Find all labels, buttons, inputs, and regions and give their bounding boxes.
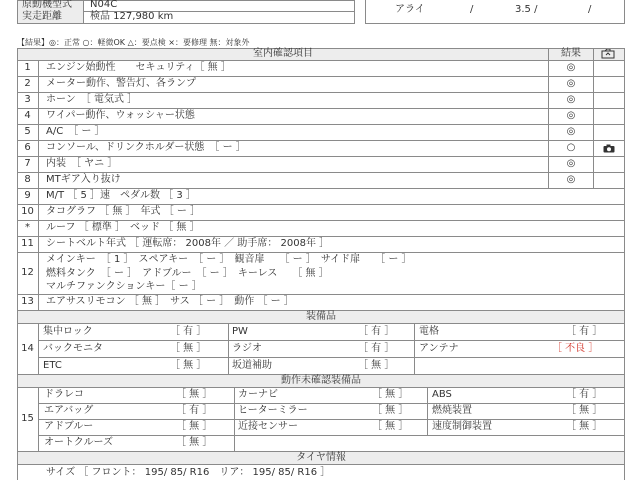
equip-value-antenna: ［ 不良 ］ bbox=[552, 343, 599, 354]
row-text-2: メーター動作、警告灯、各ランプ bbox=[46, 78, 196, 89]
arai-value-1: / bbox=[470, 4, 474, 15]
row-num-7: 7 bbox=[24, 158, 31, 169]
unconf-value-dashcam: ［ 無 ］ bbox=[176, 389, 213, 400]
unconf-value-navi: ［ 無 ］ bbox=[372, 389, 409, 400]
equip-label-etc: ETC bbox=[43, 360, 62, 371]
row-text-3: ホーン ［ 電気式 ］ bbox=[46, 94, 138, 105]
row-num-8: 8 bbox=[24, 174, 31, 185]
unconf-value-adblue: ［ 無 ］ bbox=[176, 421, 213, 432]
row-text-11: シートベルト年式 ［ 運転席： 2008年 ／ 助手席： 2008年 ］ bbox=[46, 238, 330, 249]
row-text-7: 内装 ［ ヤニ ］ bbox=[46, 158, 118, 169]
equip-label-pw: PW bbox=[232, 326, 248, 337]
row-num-10: 10 bbox=[21, 206, 34, 217]
unconf-label-cruise: オートクルーズ bbox=[44, 437, 113, 448]
equip-value-radio: ［ 有 ］ bbox=[358, 343, 395, 354]
unconf-label-adblue: アドブルー bbox=[44, 421, 94, 432]
row-text-12b: 燃料タンク ［ ー ］ アドブルー ［ ー ］ キーレス ［ 無 ］ bbox=[46, 268, 329, 279]
engine-type-value: N04C bbox=[90, 0, 118, 10]
row-num-13: 13 bbox=[21, 296, 34, 307]
result-mark-5: ◎ bbox=[566, 126, 576, 137]
row-text-12a: メインキー ［ 1 ］ スペアキー ［ ー ］ 観音扉 ［ ー ］ サイド扉 ［ ー ］ bbox=[46, 254, 412, 265]
arai-value-3: / bbox=[588, 4, 592, 15]
unconf-label-airbag: エアバッグ bbox=[44, 405, 94, 416]
row-text-star: ルーフ ［ 標準 ］ ベッド ［ 無 ］ bbox=[46, 222, 200, 233]
unconf-label-combustion: 燃焼装置 bbox=[432, 405, 472, 416]
row-num-15: 15 bbox=[21, 413, 34, 424]
unconf-label-proximity: 近接センサー bbox=[238, 421, 298, 432]
row-num-14: 14 bbox=[21, 343, 34, 354]
unconf-label-speed-control: 速度制御装置 bbox=[432, 421, 492, 432]
equip-value-back-monitor: ［ 無 ］ bbox=[170, 343, 207, 354]
equip-label-hill-assist: 坂道補助 bbox=[232, 360, 272, 371]
unconf-value-airbag: ［ 有 ］ bbox=[176, 405, 213, 416]
row-num-9: 9 bbox=[24, 190, 31, 201]
mileage-value: 検品 127,980 km bbox=[90, 11, 174, 22]
unconf-label-navi: カーナビ bbox=[238, 389, 278, 400]
result-mark-4: ◎ bbox=[566, 110, 576, 121]
row-num-12: 12 bbox=[21, 267, 34, 278]
arai-value-2: 3.5 / bbox=[515, 4, 538, 15]
result-mark-3: ◎ bbox=[566, 94, 576, 105]
row-text-12c: マルチファンクションキー［ ー ］ bbox=[46, 281, 202, 292]
row-text-9: M/T ［ 5 ］速 ペダル数 ［ 3 ］ bbox=[46, 190, 196, 201]
unconfirmed-section-title: 動作未確認装備品 bbox=[281, 375, 361, 386]
equip-value-central-lock: ［ 有 ］ bbox=[170, 326, 207, 337]
mileage-label: 実走距離 bbox=[22, 11, 62, 22]
row-num-3: 3 bbox=[24, 94, 31, 105]
row-num-5: 5 bbox=[24, 126, 31, 137]
equip-label-radio: ラジオ bbox=[232, 343, 262, 354]
camera-icon[interactable] bbox=[603, 144, 615, 153]
unconf-value-speed-control: ［ 無 ］ bbox=[566, 421, 603, 432]
unconf-value-combustion: ［ 無 ］ bbox=[566, 405, 603, 416]
row-num-1: 1 bbox=[24, 62, 31, 73]
row-num-4: 4 bbox=[24, 110, 31, 121]
result-mark-2: ◎ bbox=[566, 78, 576, 89]
camera-box-icon bbox=[601, 49, 615, 59]
equip-label-mirror: 電格 bbox=[419, 326, 439, 337]
unconf-value-proximity: ［ 無 ］ bbox=[372, 421, 409, 432]
equip-value-mirror: ［ 有 ］ bbox=[566, 326, 603, 337]
unconf-value-heater-mirror: ［ 無 ］ bbox=[372, 405, 409, 416]
row-text-5: A/C ［ ー ］ bbox=[46, 126, 105, 137]
result-mark-7: ◎ bbox=[566, 158, 576, 169]
unconf-label-abs: ABS bbox=[432, 389, 452, 400]
row-text-10: タコグラフ ［ 無 ］ 年式 ［ ー ］ bbox=[46, 206, 201, 217]
tire-section-title: タイヤ情報 bbox=[296, 452, 346, 463]
unconf-value-cruise: ［ 無 ］ bbox=[176, 437, 213, 448]
equip-label-antenna: アンテナ bbox=[419, 343, 459, 354]
equip-label-central-lock: 集中ロック bbox=[43, 326, 93, 337]
result-mark-8: ◎ bbox=[566, 174, 576, 185]
unconf-value-abs: ［ 有 ］ bbox=[566, 389, 603, 400]
arai-label: アライ bbox=[395, 4, 425, 15]
row-num-2: 2 bbox=[24, 78, 31, 89]
result-mark-6: ○ bbox=[566, 142, 576, 153]
unconf-label-heater-mirror: ヒーターミラー bbox=[238, 405, 308, 416]
result-column-header: 結果 bbox=[561, 48, 581, 59]
equip-value-etc: ［ 無 ］ bbox=[170, 360, 207, 371]
row-num-11: 11 bbox=[21, 238, 34, 249]
unconf-label-dashcam: ドラレコ bbox=[44, 389, 84, 400]
row-text-6: コンソール、ドリンクホルダー状態 ［ ー ］ bbox=[46, 142, 246, 153]
row-text-4: ワイパー動作、ウォッシャー状態 bbox=[46, 110, 195, 121]
equipment-section-title: 装備品 bbox=[306, 311, 336, 322]
result-mark-1: ◎ bbox=[566, 62, 576, 73]
engine-type-label: 原動機型式 bbox=[22, 0, 72, 10]
tire-size-text: サイズ ［ フロント： 195/ 85/ R16 リア： 195/ 85/ R16 ］ bbox=[46, 467, 331, 478]
row-num-star: * bbox=[25, 222, 30, 233]
equip-value-hill-assist: ［ 無 ］ bbox=[358, 360, 395, 371]
interior-section-title: 室内確認項目 bbox=[253, 48, 313, 59]
row-text-8: MTギア入り抜け bbox=[46, 174, 121, 185]
equip-label-back-monitor: バックモニタ bbox=[43, 343, 103, 354]
equip-value-pw: ［ 有 ］ bbox=[358, 326, 395, 337]
row-text-1: エンジン始動性 セキュリティ［ 無 ］ bbox=[46, 62, 231, 73]
result-legend: 【結果】◎：正常 ○：軽微OK △：要点検 ×：要修理 無：対象外 bbox=[17, 38, 250, 47]
row-num-6: 6 bbox=[24, 142, 31, 153]
row-text-13: エアサスリモコン ［ 無 ］ サス ［ ー ］ 動作 ［ ー ］ bbox=[46, 296, 294, 307]
